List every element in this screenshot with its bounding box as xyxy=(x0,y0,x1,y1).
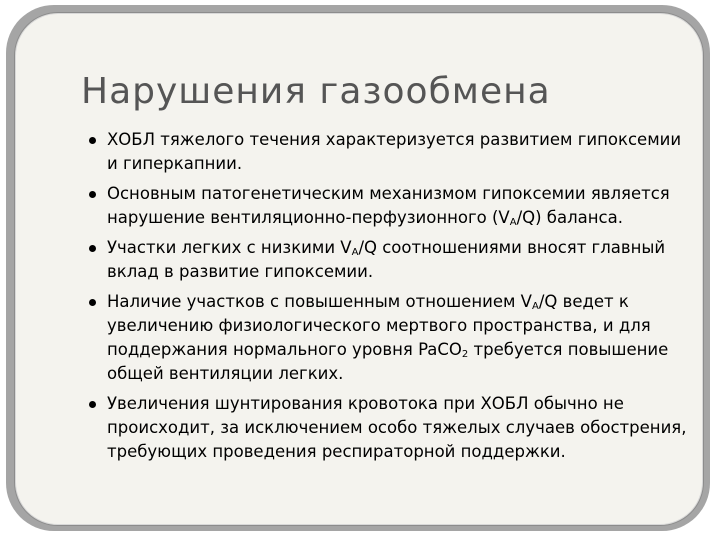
bullet-text: требуется повышение общей вентиляции легких. xyxy=(107,340,669,383)
bullet-item xyxy=(79,128,694,176)
subscript: A xyxy=(531,301,539,312)
bullet-list xyxy=(79,128,694,470)
bullet-text: Участки легких с низкими V xyxy=(107,238,352,257)
bullet-text: /Q) баланса. xyxy=(516,208,623,227)
bullet-text: Основным патогенетическим механизмом гипоксемии является нарушение вентиляционно-перфузионного (V xyxy=(107,184,670,227)
subscript: 2 xyxy=(461,349,469,360)
bullet-text: ХОБЛ тяжелого течения характеризуется развитием гипоксемии и гиперкапнии. xyxy=(107,130,682,173)
bullet-dot-icon xyxy=(89,401,96,408)
bullet-item xyxy=(79,290,694,386)
bullet-text: /Q ведет к увеличению физиологического мертвого пространства, и для поддержания нормального уровня PaCO xyxy=(107,292,651,359)
bullet-item xyxy=(79,392,694,464)
slide xyxy=(14,12,704,526)
subscript: A xyxy=(351,247,359,258)
subscript: A xyxy=(509,217,517,228)
bullet-text: /Q соотношениями вносят главный вклад в развитие гипоксемии. xyxy=(107,238,666,281)
bullet-item xyxy=(79,182,694,230)
bullet-text: Увеличения шунтирования кровотока при ХОБЛ обычно не происходит, за исключением особо тяжелых случаев обострения, требующих проведения респираторной поддержки. xyxy=(107,394,687,461)
bullet-dot-icon xyxy=(89,191,96,198)
bullet-dot-icon xyxy=(89,245,96,252)
bullet-dot-icon xyxy=(89,299,96,306)
slide-title: Нарушения газообмена xyxy=(81,71,551,112)
bullet-dot-icon xyxy=(89,137,96,144)
bullet-item xyxy=(79,236,694,284)
bullet-text: Наличие участков с повышенным отношением V xyxy=(107,292,532,311)
